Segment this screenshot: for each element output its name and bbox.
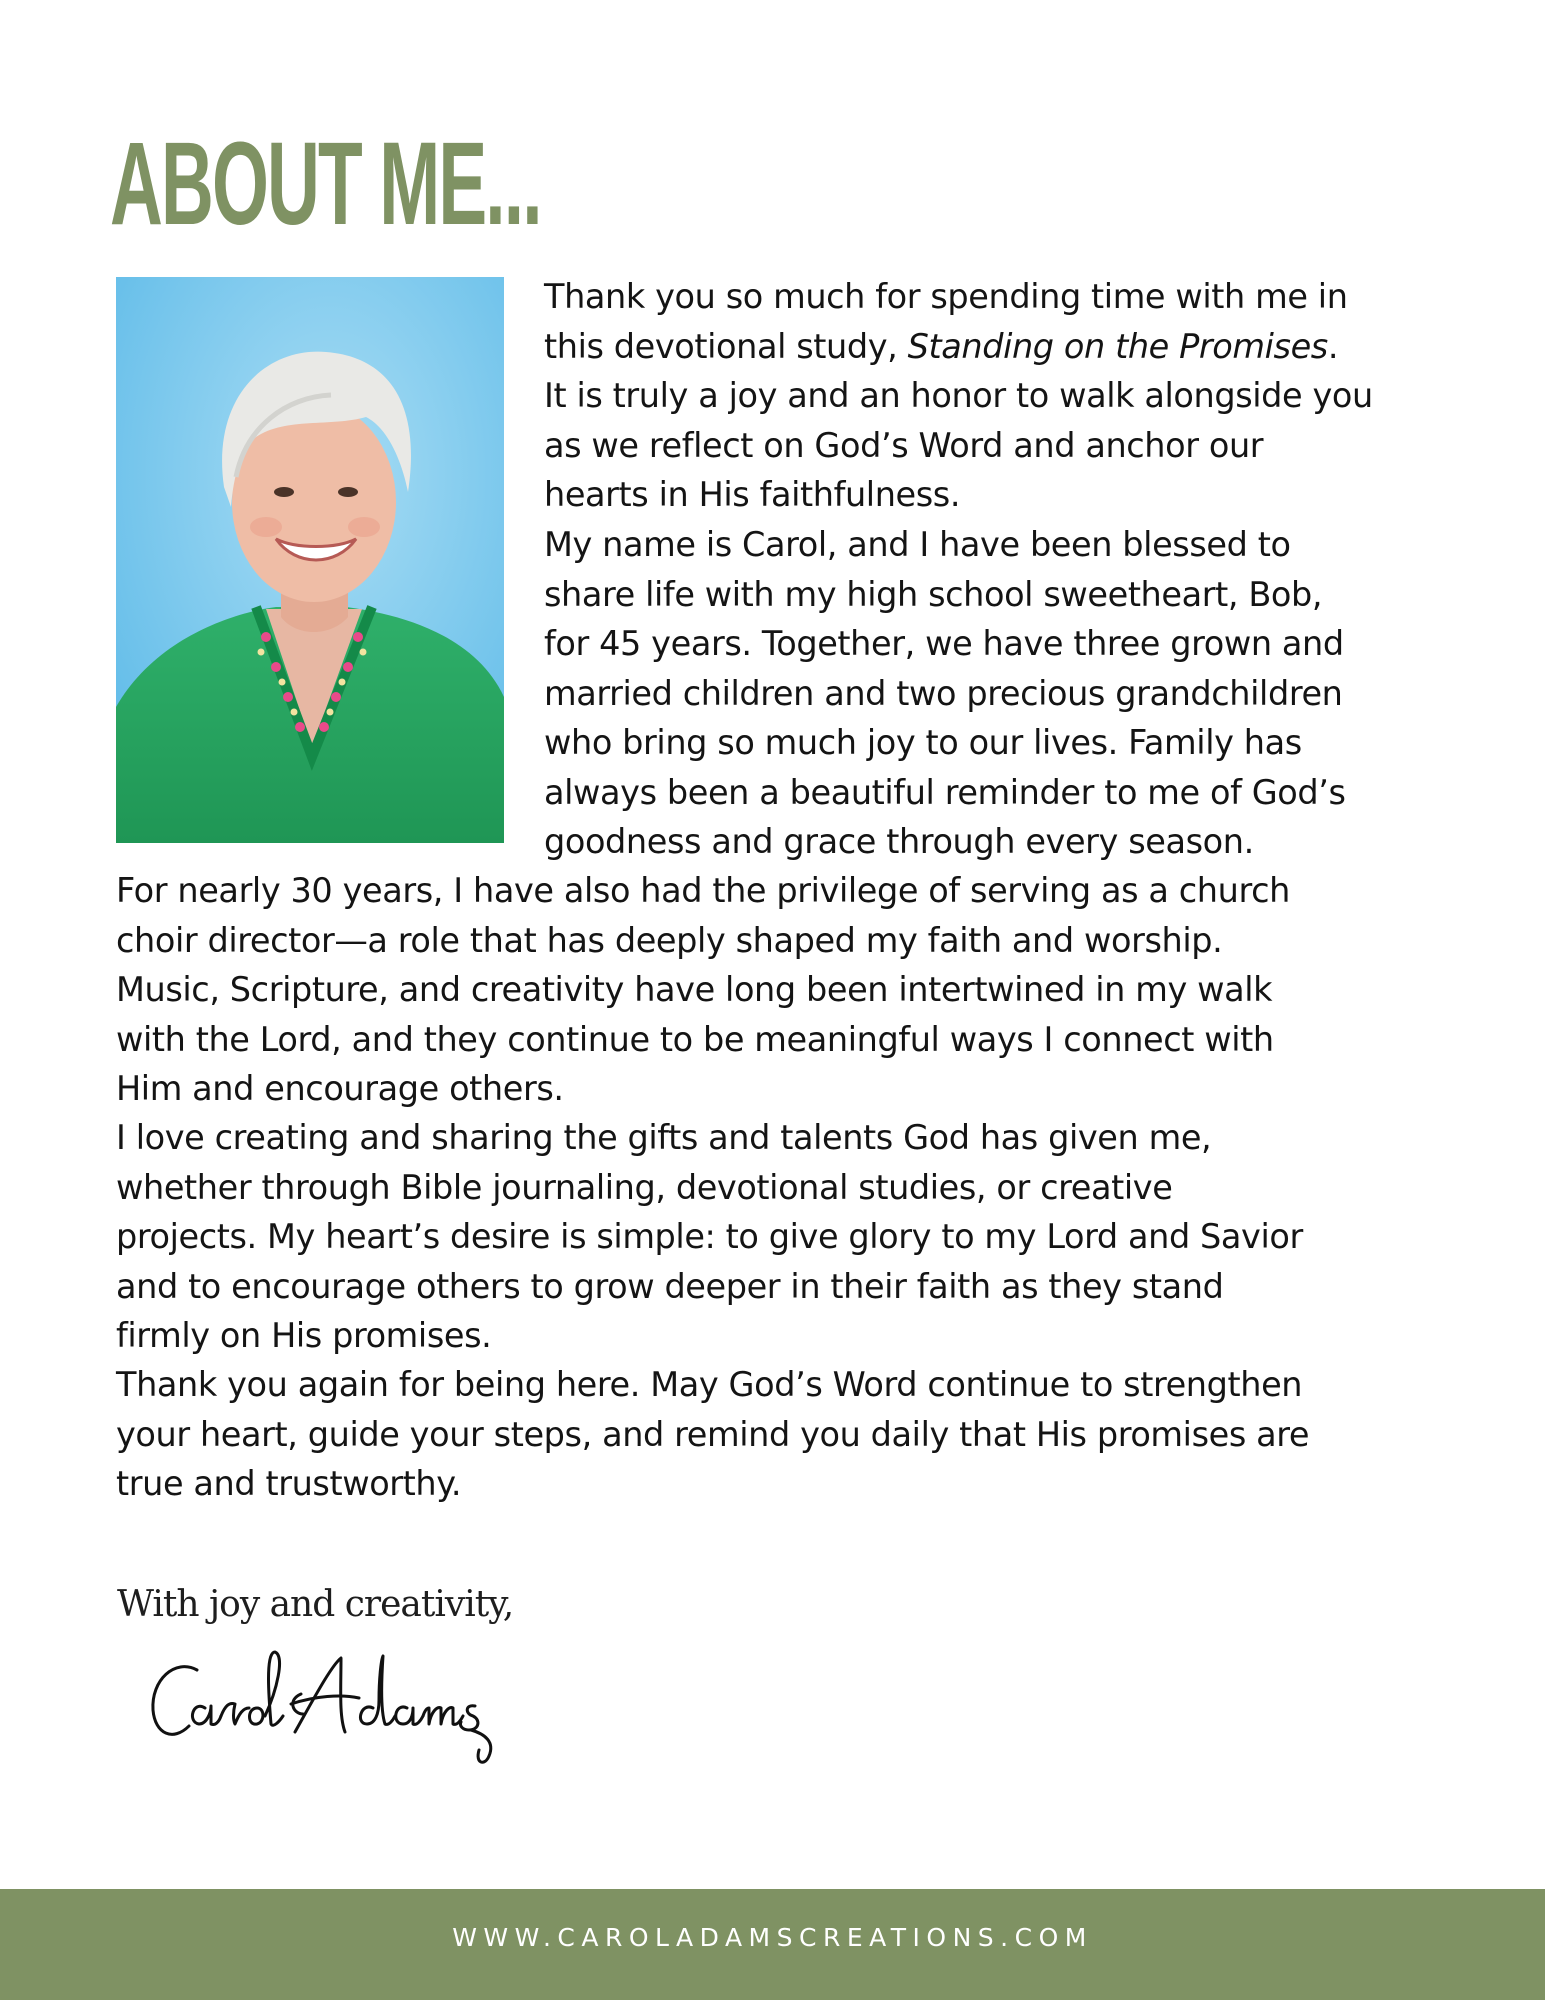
closing-line: With joy and creativity, (117, 1584, 514, 1625)
text-line (544, 322, 1414, 372)
text-line: Music, Scripture, and creativity have long been intertwined in my walk (116, 970, 1273, 1009)
footer-bar (0, 1889, 1545, 2000)
text-line: Him and encourage others. (116, 1069, 564, 1108)
portrait-photo (116, 277, 504, 843)
text-line: firmly on His promises. (116, 1316, 492, 1355)
thanks-paragraph (116, 1360, 1446, 1509)
signature (145, 1630, 515, 1770)
text-line: Thank you again for being here. May God’s Word continue to strengthen (116, 1365, 1303, 1404)
intro-paragraph (544, 272, 1414, 520)
text-line: goodness and grace through every season. (544, 822, 1254, 861)
ministry-paragraph (116, 866, 1446, 1114)
text-line: who bring so much joy to our lives. Family has (544, 723, 1302, 762)
page-title: ABOUT ME... (110, 118, 541, 250)
signature-icon (153, 1652, 491, 1762)
text-line: married children and two precious grandchildren (544, 673, 1343, 713)
portrait-photo-icon (116, 277, 504, 843)
text-line: with the Lord, and they continue to be meaningful ways I connect with (116, 1019, 1274, 1059)
text-line: your heart, guide your steps, and remind you daily that His promises are (116, 1414, 1310, 1454)
text-line: hearts in His faithfulness. (544, 475, 961, 514)
text-line: and to encourage others to grow deeper in their faith as they stand (116, 1266, 1224, 1306)
text-segment: . (1327, 326, 1339, 366)
text-line: It is truly a joy and an honor to walk alongside you (544, 376, 1373, 415)
text-line: My name is Carol, and I have been blessed to (544, 525, 1291, 564)
text-line: whether through Bible journaling, devotional studies, or creative (116, 1167, 1173, 1207)
text-line: For nearly 30 years, I have also had the privilege of serving as a church (116, 871, 1290, 910)
text-line: true and trustworthy. (116, 1464, 462, 1503)
text-line: Thank you so much for spending time with me in (544, 277, 1348, 316)
text-segment: this devotional study, (544, 326, 908, 366)
text-line: always been a beautiful reminder to me of God’s (544, 772, 1346, 812)
website-link[interactable]: WWW.CAROLADAMSCREATIONS.COM (452, 1923, 1093, 1952)
study-title: Standing on the Promises (907, 326, 1328, 366)
family-paragraph (544, 520, 1414, 867)
text-line: as we reflect on God’s Word and anchor our (544, 425, 1264, 465)
creativity-paragraph (116, 1113, 1446, 1361)
text-line: I love creating and sharing the gifts and talents God has given me, (116, 1118, 1212, 1157)
text-line: share life with my high school sweetheart, Bob, (544, 574, 1323, 614)
text-line: projects. My heart’s desire is simple: to give glory to my Lord and Savior (116, 1217, 1303, 1256)
text-line: choir director—a role that has deeply shaped my faith and worship. (116, 920, 1223, 960)
text-line: for 45 years. Together, we have three grown and (544, 624, 1344, 663)
